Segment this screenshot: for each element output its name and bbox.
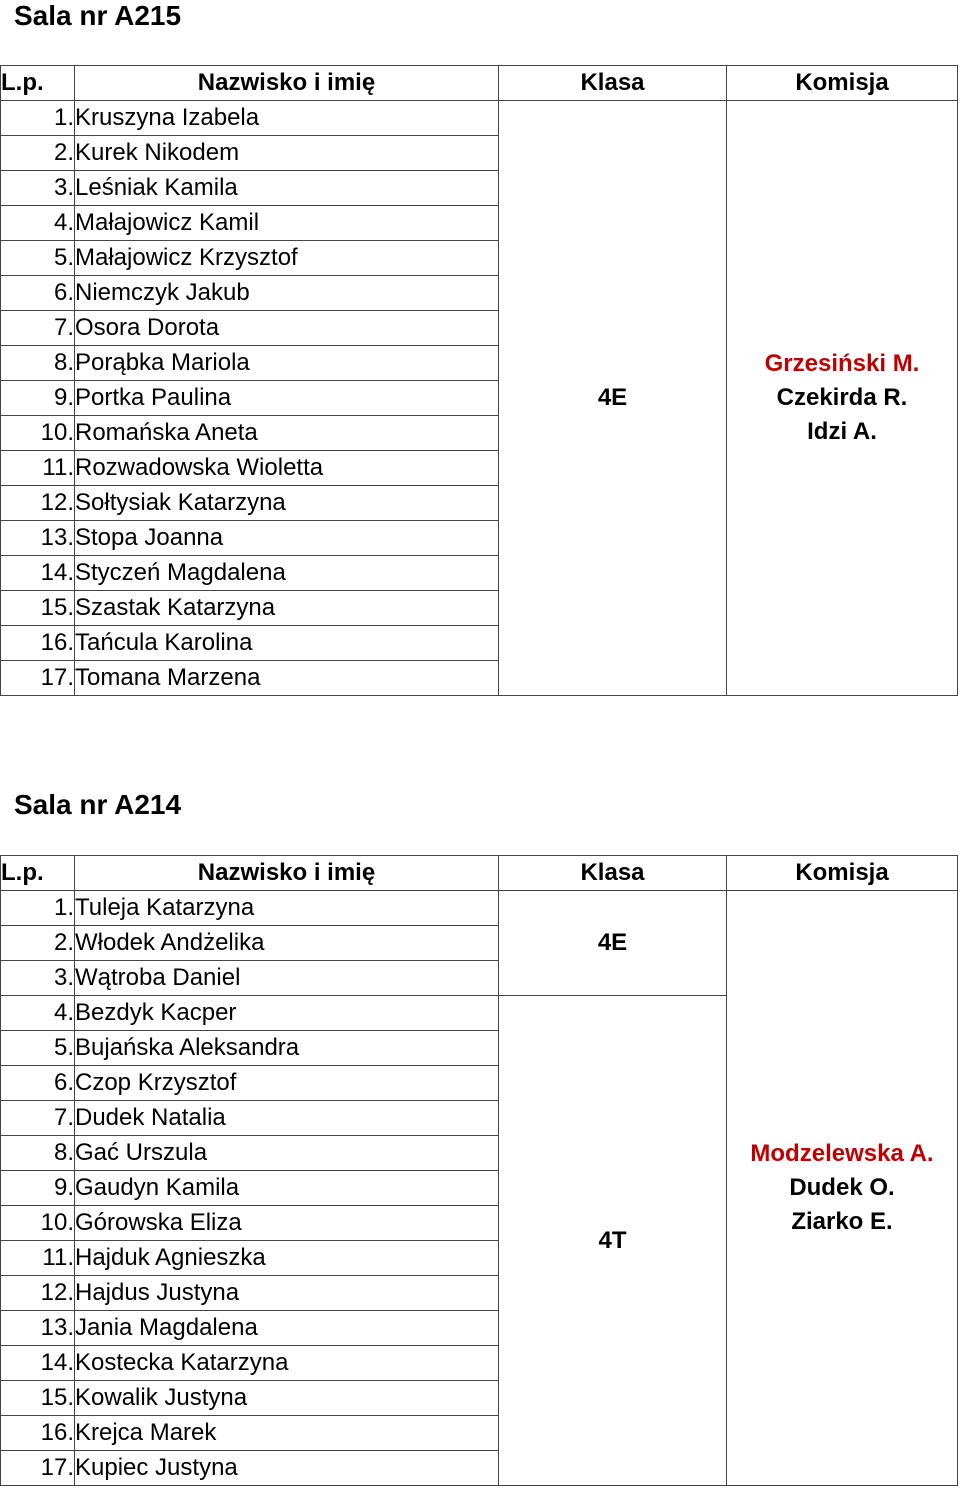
header-komisja: Komisja [727, 856, 958, 891]
header-lp: L.p. [1, 66, 75, 101]
row-number: 10. [1, 416, 75, 451]
student-name: Porąbka Mariola [75, 346, 499, 381]
student-name: Kostecka Katarzyna [75, 1346, 499, 1381]
student-name: Włodek Andżelika [75, 926, 499, 961]
student-name: Małajowicz Kamil [75, 206, 499, 241]
student-name: Wątroba Daniel [75, 961, 499, 996]
student-name: Kupiec Justyna [75, 1451, 499, 1486]
table-header-row [1, 856, 958, 891]
row-number: 6. [1, 1066, 75, 1101]
row-number: 5. [1, 241, 75, 276]
table-row [1, 891, 958, 926]
row-number: 2. [1, 136, 75, 171]
row-number: 4. [1, 206, 75, 241]
room-title: Sala nr A215 [14, 0, 182, 31]
student-name: Dudek Natalia [75, 1101, 499, 1136]
room-title: Sala nr A214 [14, 789, 182, 820]
student-name: Sołtysiak Katarzyna [75, 486, 499, 521]
row-number: 12. [1, 486, 75, 521]
student-name: Styczeń Magdalena [75, 556, 499, 591]
room-table [0, 855, 958, 1486]
row-number: 11. [1, 451, 75, 486]
student-name: Krejca Marek [75, 1416, 499, 1451]
student-name: Jania Magdalena [75, 1311, 499, 1346]
committee-cell [727, 891, 958, 1486]
student-name: Górowska Eliza [75, 1206, 499, 1241]
row-number: 8. [1, 1136, 75, 1171]
row-number: 16. [1, 626, 75, 661]
row-number: 5. [1, 1031, 75, 1066]
student-name: Bezdyk Kacper [75, 996, 499, 1031]
student-name: Szastak Katarzyna [75, 591, 499, 626]
committee-member: Czekirda R. [776, 384, 908, 411]
row-number: 7. [1, 1101, 75, 1136]
committee-chair: Grzesiński M. [764, 350, 920, 377]
table-header-row [1, 66, 958, 101]
header-komisja: Komisja [727, 66, 958, 101]
row-number: 9. [1, 1171, 75, 1206]
header-lp: L.p. [1, 856, 75, 891]
committee-chair: Modzelewska A. [750, 1140, 934, 1167]
row-number: 1. [1, 101, 75, 136]
room-table [0, 65, 958, 696]
row-number: 1. [1, 891, 75, 926]
row-number: 2. [1, 926, 75, 961]
student-name: Niemczyk Jakub [75, 276, 499, 311]
student-name: Portka Paulina [75, 381, 499, 416]
class-cell: 4T [499, 996, 727, 1486]
row-number: 9. [1, 381, 75, 416]
student-name: Stopa Joanna [75, 521, 499, 556]
row-number: 8. [1, 346, 75, 381]
row-number: 12. [1, 1276, 75, 1311]
student-name: Tańcula Karolina [75, 626, 499, 661]
class-cell: 4E [499, 891, 727, 996]
student-name: Hajdus Justyna [75, 1276, 499, 1311]
row-number: 4. [1, 996, 75, 1031]
student-name: Leśniak Kamila [75, 171, 499, 206]
student-name: Gaudyn Kamila [75, 1171, 499, 1206]
row-number: 3. [1, 961, 75, 996]
committee-member: Dudek O. [789, 1174, 895, 1201]
student-name: Osora Dorota [75, 311, 499, 346]
student-name: Kruszyna Izabela [75, 101, 499, 136]
row-number: 15. [1, 1381, 75, 1416]
student-name: Kowalik Justyna [75, 1381, 499, 1416]
committee-cell [727, 101, 958, 696]
row-number: 14. [1, 556, 75, 591]
header-klasa: Klasa [499, 66, 727, 101]
row-number: 17. [1, 1451, 75, 1486]
student-name: Hajduk Agnieszka [75, 1241, 499, 1276]
row-number: 13. [1, 1311, 75, 1346]
row-number: 3. [1, 171, 75, 206]
student-name: Tuleja Katarzyna [75, 891, 499, 926]
row-number: 7. [1, 311, 75, 346]
class-cell: 4E [499, 101, 727, 696]
row-number: 13. [1, 521, 75, 556]
row-number: 16. [1, 1416, 75, 1451]
student-name: Bujańska Aleksandra [75, 1031, 499, 1066]
row-number: 6. [1, 276, 75, 311]
student-name: Czop Krzysztof [75, 1066, 499, 1101]
row-number: 17. [1, 661, 75, 696]
row-number: 14. [1, 1346, 75, 1381]
row-number: 11. [1, 1241, 75, 1276]
header-name: Nazwisko i imię [75, 66, 499, 101]
student-name: Romańska Aneta [75, 416, 499, 451]
table-row [1, 101, 958, 136]
student-name: Małajowicz Krzysztof [75, 241, 499, 276]
committee-member: Ziarko E. [791, 1208, 893, 1235]
student-name: Tomana Marzena [75, 661, 499, 696]
student-name: Kurek Nikodem [75, 136, 499, 171]
header-klasa: Klasa [499, 856, 727, 891]
row-number: 10. [1, 1206, 75, 1241]
row-number: 15. [1, 591, 75, 626]
committee-member: Idzi A. [807, 418, 877, 445]
header-name: Nazwisko i imię [75, 856, 499, 891]
student-name: Gać Urszula [75, 1136, 499, 1171]
student-name: Rozwadowska Wioletta [75, 451, 499, 486]
